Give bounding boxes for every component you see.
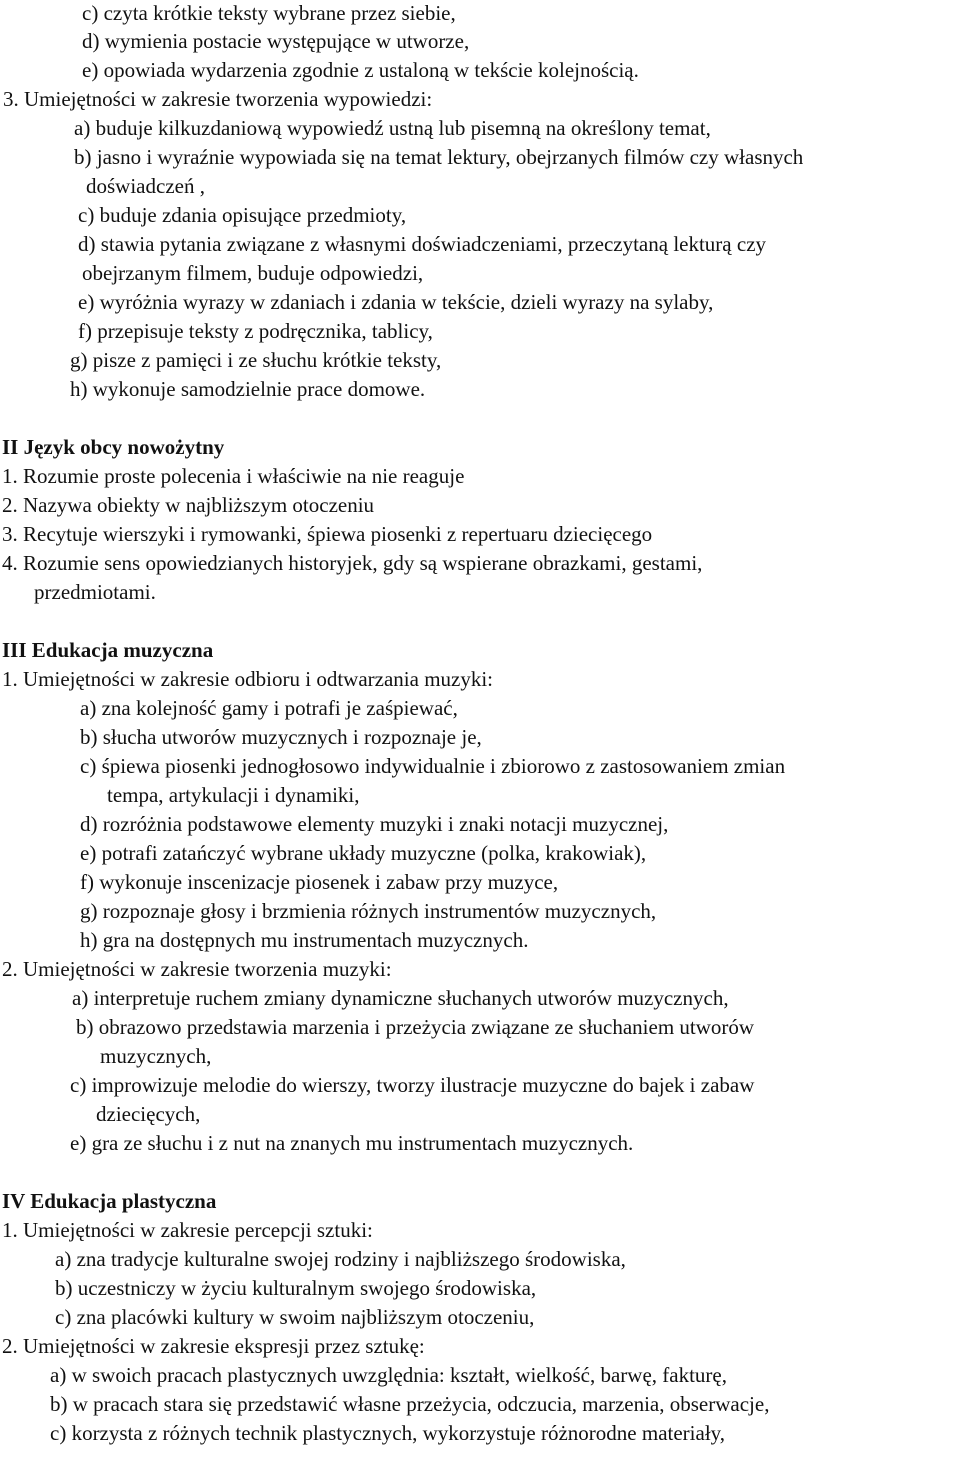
list-item: e) wyróżnia wyrazy w zdaniach i zdania w tekście, dzieli wyrazy na sylaby, xyxy=(78,290,714,314)
list-item: e) potrafi zatańczyć wybrane układy muzyczne (polka, krakowiak), xyxy=(80,841,647,865)
section-heading: II Język obcy nowożytny xyxy=(2,435,225,459)
list-item: a) zna kolejność gamy i potrafi je zaśpiewać, xyxy=(80,696,458,720)
list-item: d) stawia pytania związane z własnymi doświadczeniami, przeczytaną lekturą czy xyxy=(78,232,767,256)
list-item: 1. Umiejętności w zakresie odbioru i odtwarzania muzyki: xyxy=(2,667,494,691)
list-item: b) obrazowo przedstawia marzenia i przeżycia związane ze słuchaniem utworów xyxy=(76,1015,755,1039)
list-item: f) przepisuje teksty z podręcznika, tablicy, xyxy=(78,319,433,343)
list-item: g) rozpoznaje głosy i brzmienia różnych instrumentów muzycznych, xyxy=(80,899,657,923)
list-item: a) interpretuje ruchem zmiany dynamiczne słuchanych utworów muzycznych, xyxy=(72,986,729,1010)
list-item: dziecięcych, xyxy=(96,1102,201,1126)
list-item: 2. Umiejętności w zakresie tworzenia muzyki: xyxy=(2,957,392,981)
list-item: b) jasno i wyraźnie wypowiada się na temat lektury, obejrzanych filmów czy własnych xyxy=(74,145,804,169)
list-item: c) buduje zdania opisujące przedmioty, xyxy=(78,203,407,227)
list-item: f) wykonuje inscenizacje piosenek i zabaw przy muzyce, xyxy=(80,870,559,894)
list-item: h) gra na dostępnych mu instrumentach muzycznych. xyxy=(80,928,529,952)
list-item: c) śpiewa piosenki jednogłosowo indywidualnie i zbiorowo z zastosowaniem zmian xyxy=(80,754,786,778)
list-item: doświadczeń , xyxy=(86,174,205,198)
list-item: h) wykonuje samodzielnie prace domowe. xyxy=(70,377,426,401)
list-item: d) rozróżnia podstawowe elementy muzyki i znaki notacji muzycznej, xyxy=(80,812,669,836)
list-item: c) improwizuje melodie do wierszy, tworzy ilustracje muzyczne do bajek i zabaw xyxy=(70,1073,755,1097)
section-heading: IV Edukacja plastyczna xyxy=(2,1189,217,1213)
list-item: obejrzanym filmem, buduje odpowiedzi, xyxy=(82,261,424,285)
list-item: muzycznych, xyxy=(100,1044,212,1068)
list-item: tempa, artykulacji i dynamiki, xyxy=(107,783,360,807)
list-item: g) pisze z pamięci i ze słuchu krótkie teksty, xyxy=(70,348,442,372)
list-item: 2. Umiejętności w zakresie ekspresji przez sztukę: xyxy=(2,1334,425,1358)
list-item: b) uczestniczy w życiu kulturalnym swojego środowiska, xyxy=(55,1276,537,1300)
list-item: 1. Rozumie proste polecenia i właściwie na nie reaguje xyxy=(2,464,465,488)
list-item: 3. Umiejętności w zakresie tworzenia wypowiedzi: xyxy=(3,87,433,111)
list-item: a) buduje kilkuzdaniową wypowiedź ustną lub pisemną na określony temat, xyxy=(74,116,711,140)
list-item: c) zna placówki kultury w swoim najbliższym otoczeniu, xyxy=(55,1305,535,1329)
list-item: c) czyta krótkie teksty wybrane przez siebie, xyxy=(82,1,456,25)
list-item: 3. Recytuje wierszyki i rymowanki, śpiewa piosenki z repertuaru dziecięcego xyxy=(2,522,653,546)
list-item: e) gra ze słuchu i z nut na znanych mu instrumentach muzycznych. xyxy=(70,1131,634,1155)
list-item: 4. Rozumie sens opowiedzianych historyjek, gdy są wspierane obrazkami, gestami, xyxy=(2,551,703,575)
list-item: 1. Umiejętności w zakresie percepcji sztuki: xyxy=(2,1218,373,1242)
section-heading: III Edukacja muzyczna xyxy=(2,638,214,662)
list-item: przedmiotami. xyxy=(34,580,156,604)
list-item: e) opowiada wydarzenia zgodnie z ustaloną w tekście kolejnością. xyxy=(82,58,639,82)
list-item: c) korzysta z różnych technik plastycznych, wykorzystuje różnorodne materiały, xyxy=(50,1421,726,1445)
list-item: b) w pracach stara się przedstawić własne przeżycia, odczucia, marzenia, obserwacje, xyxy=(50,1392,770,1416)
list-item: a) w swoich pracach plastycznych uwzględnia: kształt, wielkość, barwę, fakturę, xyxy=(50,1363,727,1387)
list-item: 2. Nazywa obiekty w najbliższym otoczeniu xyxy=(2,493,375,517)
list-item: d) wymienia postacie występujące w utworze, xyxy=(82,29,470,53)
list-item: b) słucha utworów muzycznych i rozpoznaje je, xyxy=(80,725,482,749)
list-item: a) zna tradycje kulturalne swojej rodziny i najbliższego środowiska, xyxy=(55,1247,626,1271)
